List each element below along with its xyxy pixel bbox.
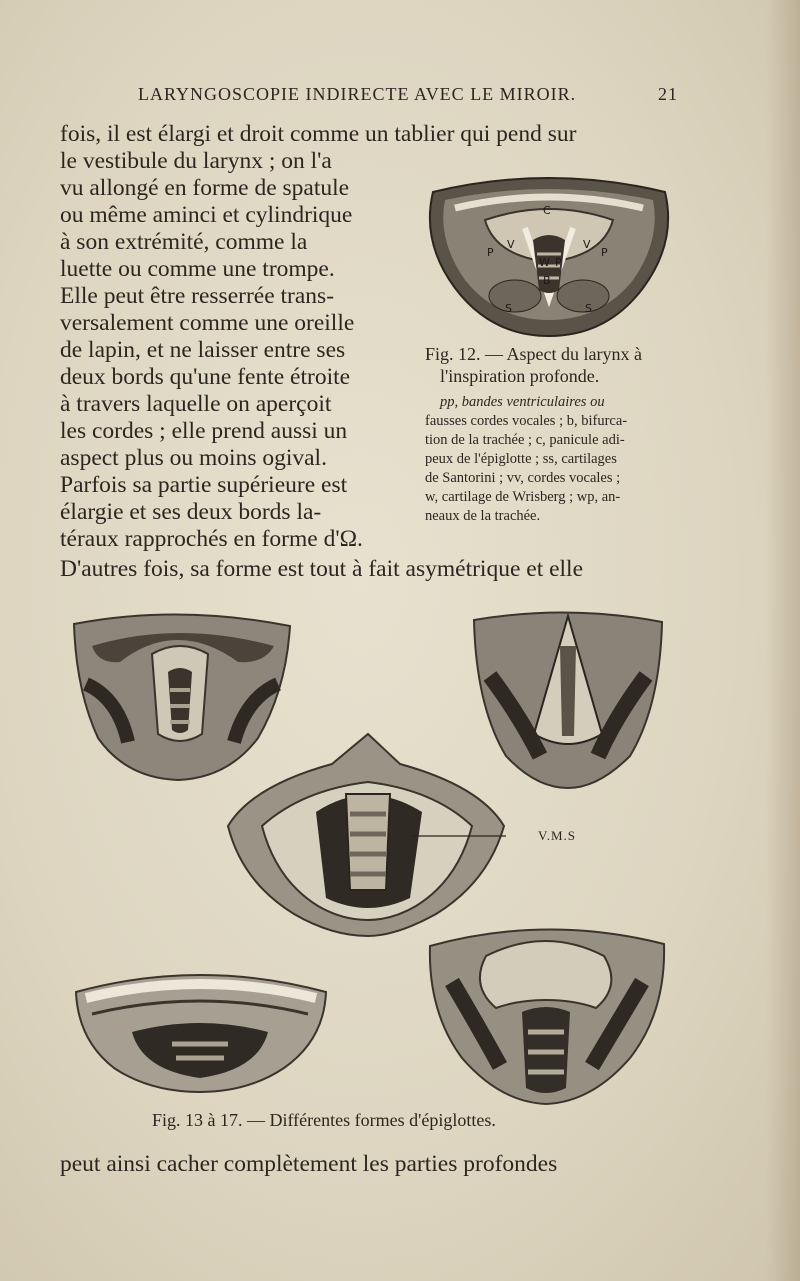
body-line: les cordes ; elle prend aussi un xyxy=(60,418,348,444)
fig12-caption-line: l'inspiration profonde. xyxy=(440,366,600,386)
body-line: fois, il est élargi et droit comme un tablier qui pend sur xyxy=(60,121,577,147)
fig15-epiglottis-illustration xyxy=(222,730,508,938)
fig12-label: P xyxy=(601,246,608,259)
fig17-epiglottis-illustration xyxy=(426,916,668,1106)
body-line-final: peut ainsi cacher complètement les parties profondes xyxy=(60,1151,558,1177)
figs13-17-caption: Fig. 13 à 17. — Différentes formes d'épiglottes. xyxy=(152,1110,496,1130)
body-line: deux bords qu'une fente étroite xyxy=(60,364,351,390)
body-line: aspect plus ou moins ogival. xyxy=(60,445,327,471)
fig12-legend-line: w, cartilage de Wrisberg ; wp, an- xyxy=(425,489,621,505)
body-line: à son extrémité, comme la xyxy=(60,229,308,255)
fig12-label: B xyxy=(543,274,551,287)
body-line: versalement comme une oreille xyxy=(60,310,355,336)
fig12-label: P xyxy=(555,256,562,269)
body-line: luette ou comme une trompe. xyxy=(60,256,335,282)
body-line: le vestibule du larynx ; on l'a xyxy=(60,148,332,174)
fig12-label: V xyxy=(507,238,515,251)
body-line: Parfois sa partie supérieure est xyxy=(60,472,348,498)
fig16-epiglottis-illustration xyxy=(72,962,330,1094)
fig12-larynx-illustration xyxy=(425,170,673,338)
fig12-legend-line: pp, bandes ventriculaires ou xyxy=(440,394,605,410)
page-number: 21 xyxy=(658,84,678,104)
fig12-label: S xyxy=(585,302,592,315)
body-line: à travers laquelle on aperçoit xyxy=(60,391,332,417)
fig15-pointer-label: V.M.S xyxy=(538,828,577,843)
body-line: élargie et ses deux bords la- xyxy=(60,499,322,525)
fig12-label: S xyxy=(505,302,512,315)
body-line: vu allongé en forme de spatule xyxy=(60,175,350,201)
fig12-label: V xyxy=(583,238,591,251)
fig12-legend-line: tion de la trachée ; c, panicule adi- xyxy=(425,432,625,448)
header-title: LARYNGOSCOPIE INDIRECTE AVEC LE MIROIR. xyxy=(138,84,577,104)
page-edge-shadow xyxy=(766,0,800,1281)
fig12-legend-line: neaux de la trachée. xyxy=(425,508,541,524)
body-line: téraux rapprochés en forme d'Ω. xyxy=(60,526,363,552)
fig12-legend-line: de Santorini ; vv, cordes vocales ; xyxy=(425,470,621,486)
fig12-legend-line: fausses cordes vocales ; b, bifurca- xyxy=(425,413,628,429)
fig12-label: W xyxy=(539,256,550,269)
body-line: Elle peut être resserrée trans- xyxy=(60,283,335,309)
fig12-label: C xyxy=(543,204,551,217)
body-line: ou même aminci et cylindrique xyxy=(60,202,353,228)
fig12-caption-line: Fig. 12. — Aspect du larynx à xyxy=(425,344,642,364)
fig12-legend-line: peux de l'épiglotte ; ss, cartilages xyxy=(425,451,617,467)
body-line: D'autres fois, sa forme est tout à fait asymétrique et elle xyxy=(60,556,584,582)
fig12-label: P xyxy=(487,246,494,259)
body-line: de lapin, et ne laisser entre ses xyxy=(60,337,346,363)
